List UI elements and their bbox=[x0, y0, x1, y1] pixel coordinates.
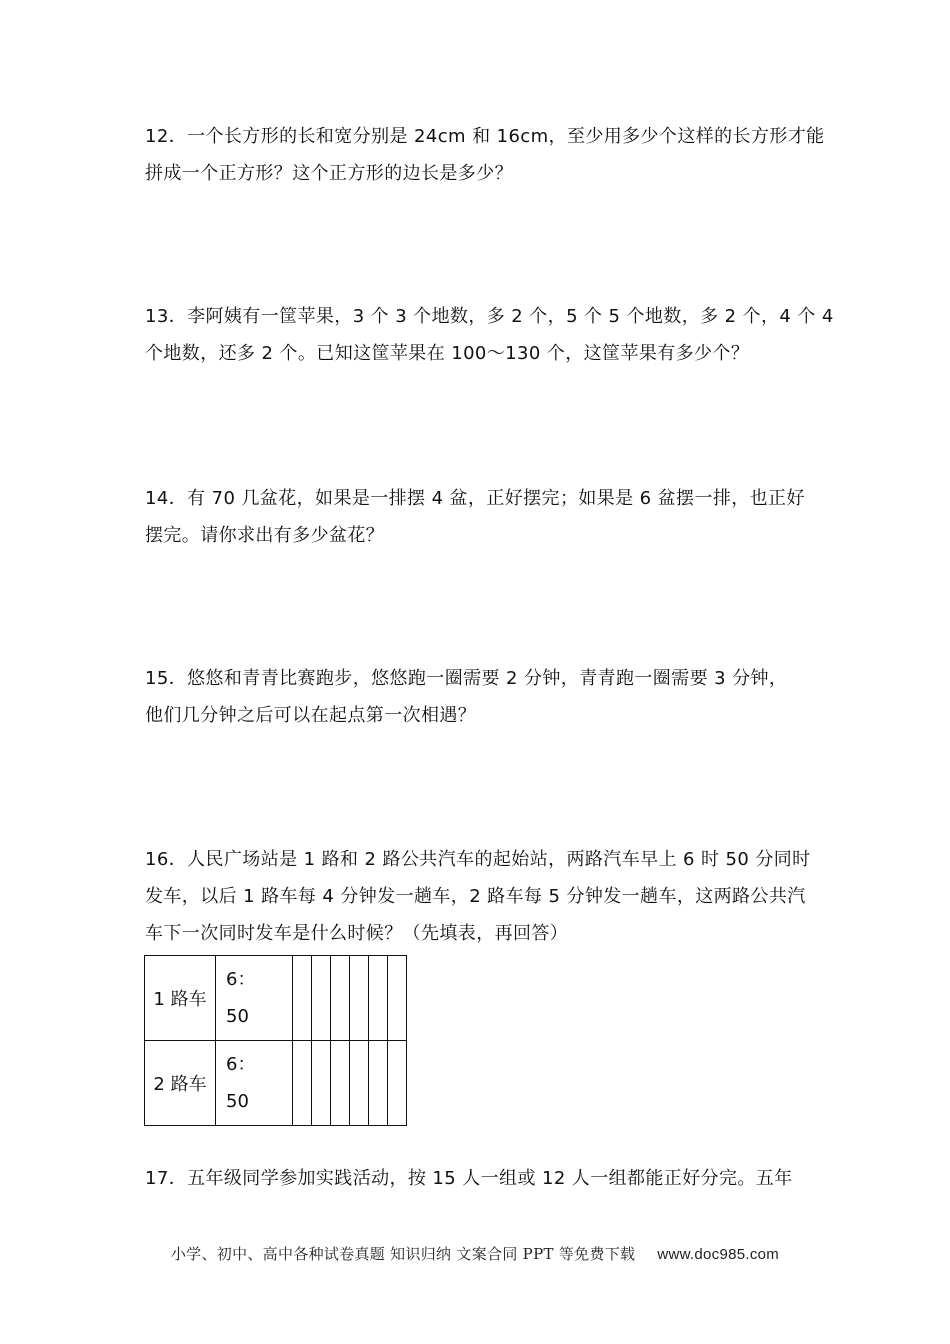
question-17-line-1: 17．五年级同学参加实践活动，按 15 人一组或 12 人一组都能正好分完。五年 bbox=[145, 1168, 793, 1189]
start-minute: 50 bbox=[226, 1091, 249, 1112]
question-16-line-2: 发车，以后 1 路车每 4 分钟发一趟车，2 路车每 5 分钟发一趟车，这两路公共汽 bbox=[145, 886, 806, 907]
start-minute: 50 bbox=[226, 1006, 249, 1027]
question-16-line-3: 车下一次同时发车是什么时候？（先填表，再回答） bbox=[145, 923, 569, 944]
blank-cell[interactable] bbox=[350, 1041, 369, 1126]
start-hour: 6： bbox=[226, 969, 256, 990]
question-16 bbox=[145, 841, 813, 952]
question-12-line-1: 12．一个长方形的长和宽分别是 24cm 和 16cm，至少用多少个这样的长方形才能 bbox=[145, 126, 825, 147]
blank-cell[interactable] bbox=[350, 956, 369, 1041]
question-12-line-2: 拼成一个正方形？这个正方形的边长是多少？ bbox=[145, 163, 513, 184]
question-13-line-1: 13．李阿姨有一筐苹果，3 个 3 个地数，多 2 个，5 个 5 个地数，多 2 个，4 个 4 bbox=[145, 306, 834, 327]
question-14-line-1: 14．有 70 几盆花，如果是一排摆 4 盆，正好摆完；如果是 6 盆摆一排，也正好 bbox=[145, 488, 805, 509]
blank-cell[interactable] bbox=[312, 1041, 331, 1126]
question-17 bbox=[145, 1160, 813, 1197]
route-label: 2 路车 bbox=[145, 1041, 216, 1126]
start-time-cell bbox=[216, 956, 293, 1041]
start-time-cell bbox=[216, 1041, 293, 1126]
blank-cell[interactable] bbox=[388, 1041, 407, 1126]
question-15-line-2: 他们几分钟之后可以在起点第一次相遇？ bbox=[145, 705, 477, 726]
bus-schedule-table bbox=[144, 955, 407, 1126]
blank-cell[interactable] bbox=[369, 956, 388, 1041]
blank-cell[interactable] bbox=[312, 956, 331, 1041]
question-13 bbox=[145, 298, 834, 372]
blank-cell[interactable] bbox=[369, 1041, 388, 1126]
page-footer bbox=[0, 1243, 950, 1264]
question-12 bbox=[145, 118, 825, 192]
blank-cell[interactable] bbox=[331, 956, 350, 1041]
start-hour: 6： bbox=[226, 1054, 256, 1075]
blank-cell[interactable] bbox=[293, 1041, 312, 1126]
table-row bbox=[145, 1041, 407, 1126]
blank-cell[interactable] bbox=[388, 956, 407, 1041]
question-14 bbox=[145, 480, 813, 554]
route-label: 1 路车 bbox=[145, 956, 216, 1041]
blank-cell[interactable] bbox=[331, 1041, 350, 1126]
question-15 bbox=[145, 660, 813, 734]
question-16-line-1: 16．人民广场站是 1 路和 2 路公共汽车的起始站，两路汽车早上 6 时 50 分同时 bbox=[145, 849, 811, 870]
blank-cell[interactable] bbox=[293, 956, 312, 1041]
footer-text: 小学、初中、高中各种试卷真题 知识归纳 文案合同 PPT 等免费下载 bbox=[170, 1245, 636, 1263]
footer-site-link[interactable]: www.doc985.com bbox=[657, 1246, 780, 1263]
question-14-line-2: 摆完。请你求出有多少盆花？ bbox=[145, 525, 385, 546]
table-row bbox=[145, 956, 407, 1041]
question-13-line-2: 个地数，还多 2 个。已知这筐苹果在 100～130 个，这筐苹果有多少个？ bbox=[145, 343, 750, 364]
question-15-line-1: 15．悠悠和青青比赛跑步，悠悠跑一圈需要 2 分钟，青青跑一圈需要 3 分钟， bbox=[145, 668, 788, 689]
